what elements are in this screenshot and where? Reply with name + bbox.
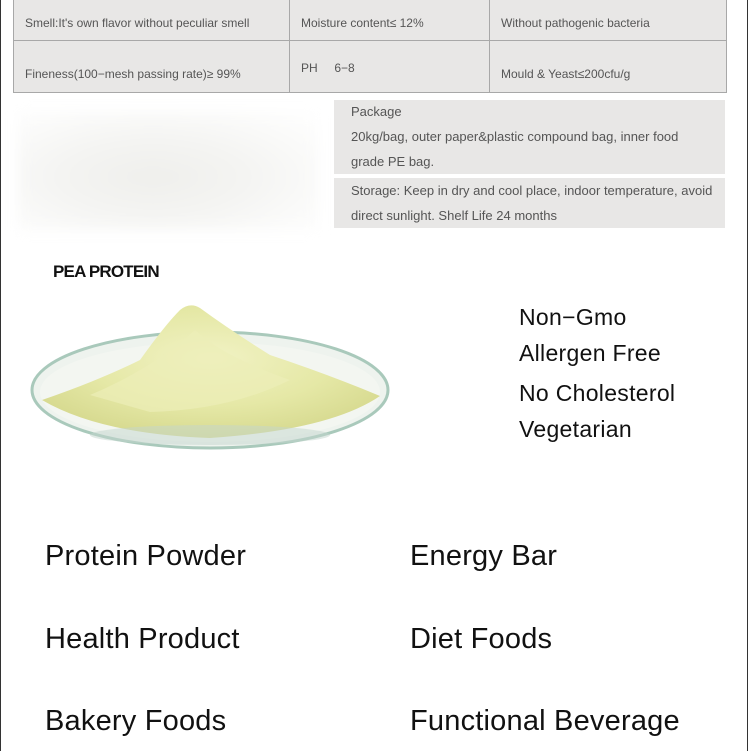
specification-table xyxy=(13,0,727,93)
package-title: Package xyxy=(351,104,402,119)
table-row xyxy=(14,41,726,92)
spec-mould-yeast: Mould & Yeast≤200cfu/g xyxy=(501,67,631,81)
application-protein-powder: Protein Powder xyxy=(45,540,247,572)
spec-fineness: Fineness(100−mesh passing rate)≥ 99% xyxy=(25,67,241,81)
feature-vegetarian: Vegetarian xyxy=(519,416,632,442)
blurred-powder-photo xyxy=(18,112,318,230)
feature-no-cholesterol: No Cholesterol xyxy=(519,380,676,406)
pea-protein-powder-dish-image xyxy=(30,300,395,455)
application-functional-beverage: Functional Beverage xyxy=(410,705,680,737)
storage-box xyxy=(334,178,725,228)
storage-text: Storage: Keep in dry and cool place, indoor temperature, avoid direct sunlight. Shelf Life 24 months xyxy=(351,183,713,223)
feature-non-gmo: Non−Gmo xyxy=(519,304,627,330)
left-border xyxy=(0,0,1,751)
application-health-product: Health Product xyxy=(45,623,240,655)
spec-smell: Smell:It's own flavor without peculiar smell xyxy=(25,16,250,30)
spec-pathogenic: Without pathogenic bacteria xyxy=(501,16,650,30)
spec-ph: PH 6−8 xyxy=(301,61,355,75)
application-diet-foods: Diet Foods xyxy=(410,623,553,655)
spec-moisture: Moisture content≤ 12% xyxy=(301,16,424,30)
package-box xyxy=(334,100,725,174)
application-bakery-foods: Bakery Foods xyxy=(45,705,227,737)
package-body: 20kg/bag, outer paper&plastic compound bag, inner food grade PE bag. xyxy=(351,129,679,169)
product-title: PEA PROTEIN xyxy=(53,262,159,281)
feature-allergen-free: Allergen Free xyxy=(519,340,661,366)
application-energy-bar: Energy Bar xyxy=(410,540,558,572)
table-row xyxy=(14,0,726,41)
